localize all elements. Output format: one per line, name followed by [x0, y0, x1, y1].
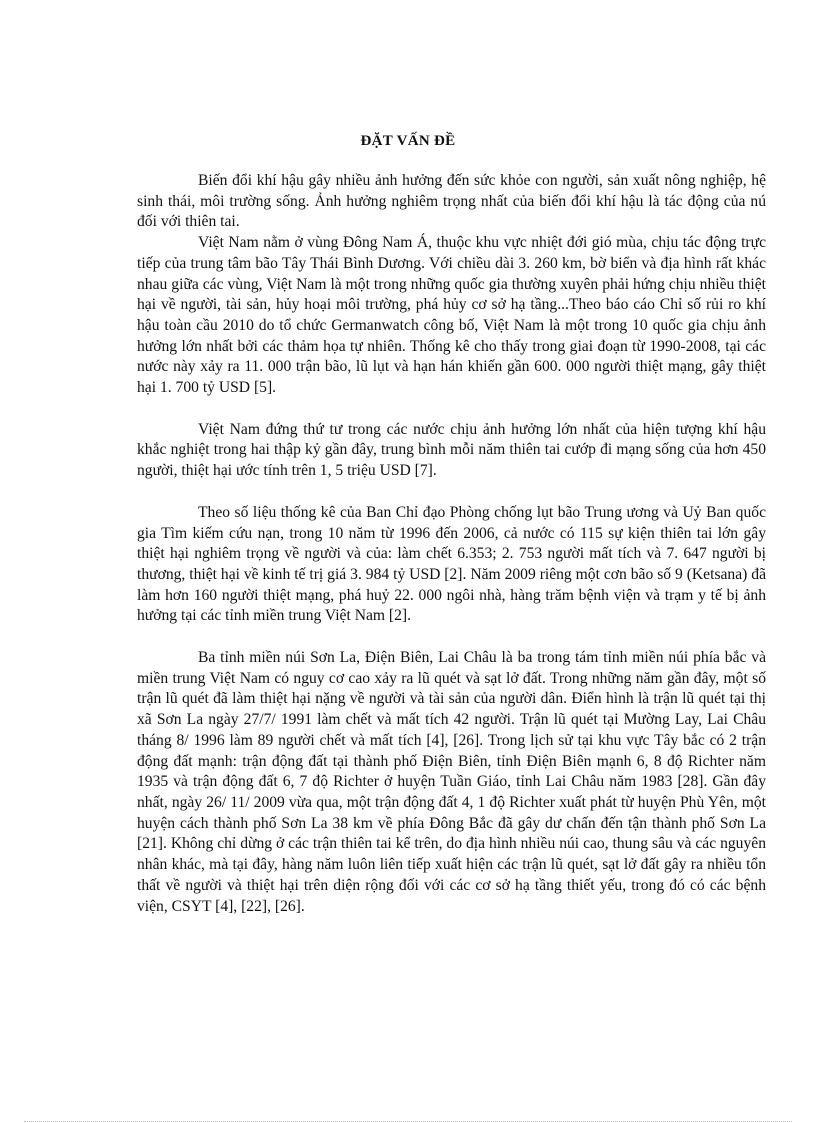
paragraph-3: Việt Nam đứng thứ tư trong các nước chịu ảnh hưởng lớn nhất của hiện tượng khí hậu khắc nghiệt trong hai thập kỷ gần đây, trung bình mỗi năm thiên tai cướp đi mạng sống của hơn 450 người, thiệt hại ước tính trên 1, 5 triệu USD [7]. [137, 420, 766, 480]
document-body [137, 171, 766, 917]
paragraph-1: Biến đổi khí hậu gây nhiều ảnh hưởng đến sức khỏe con người, sản xuất nông nghiệp, hệ sinh thái, môi trường sống. Ảnh hưởng nghiêm trọng nhất của biến đổi khí hậu là tác động của nú đối với thiên tai. [137, 172, 766, 231]
paragraph-4: Theo số liệu thống kê của Ban Chỉ đạo Phòng chống lụt bão Trung ương và Uỷ Ban quốc gia Tìm kiếm cứu nạn, trong 10 năm từ 1996 đến 2006, cả nước có 115 sự kiện thiên tai lớn gây thiệt hại nghiêm trọng về người và của: làm chết 6.353; 2. 753 người mất tích và 7. 647 người bị thương, thiệt hại về kinh tế trị giá 3. 984 tỷ USD [2]. Năm 2009 riêng một cơn bão số 9 (Ketsana) đã làm hơn 160 người thiệt mạng, phá huỷ 22. 000 ngôi nhà, hàng trăm bệnh viện và trạm y tế bị ảnh hưởng tại các tỉnh miền trung Việt Nam [2]. [137, 503, 766, 625]
paragraph-5: Ba tỉnh miền núi Sơn La, Điện Biên, Lai Châu là ba trong tám tỉnh miền núi phía bắc và miền trung Việt Nam có nguy cơ cao xảy ra lũ quét và sạt lở đất. Trong những năm gần đây, một số trận lũ quét đã làm thiệt hại nặng về người và tài sản của người dân. Điển hình là trận lũ quét tại thị xã Sơn La ngày 27/7/ 1991 làm chết và mất tích 42 người. Trận lũ quét tại Mường Lay, Lai Châu tháng 8/ 1996 làm 89 người chết và mất tích [4], [26]. Trong lịch sử tại khu vực Tây bắc có 2 trận động đất mạnh: trận động đất tại thành phố Điện Biên, tỉnh Điện Biên mạnh 6, 8 độ Richter năm 1935 và trận động đất 6, 7 độ Richter ở huyện Tuần Giáo, tỉnh Lai Châu năm 1983 [28]. Gần đây nhất, ngày 26/ 11/ 2009 vừa qua, một trận động đất 4, 1 độ Richter xuất phát từ huyện Phù Yên, một huyện cách thành phố Sơn La 38 km về phía Đông Bắc đã gây dư chấn đến tận thành phố Sơn La [21]. Không chỉ dừng ở các trận thiên tai kể trên, do địa hình nhiều núi cao, thung sâu và các nguyên nhân khác, mà tại đây, hàng năm luôn liên tiếp xuất hiện các trận lũ quét, sạt lở đất gây ra nhiều tổn thất về người và thiệt hại trên diện rộng đối với các cơ sở hạ tầng thiết yếu, trong đó có các bệnh viện, CSYT [4], [22], [26]. [137, 649, 766, 915]
page-break-divider [24, 1121, 792, 1122]
page-title: ĐẶT VẤN ĐỀ [360, 133, 456, 149]
paragraph-2: Việt Nam nằm ở vùng Đông Nam Á, thuộc khu vực nhiệt đới gió mùa, chịu tác động trực tiếp của trung tâm bão Tây Thái Bình Dương. Với chiều dài 3. 260 km, bờ biển và địa hình rất khác nhau giữa các vùng, Việt Nam là một trong những quốc gia thường xuyên phải hứng chịu nhiều thiệt hại về người, tài sản, hủy hoại môi trường, phá hủy cơ sở hạ tầng...Theo báo cáo Chỉ số rủi ro khí hậu toàn cầu 2010 do tổ chức Germanwatch công bố, Việt Nam là một trong 10 quốc gia chịu ảnh hưởng lớn nhất bởi các thảm họa tự nhiên. Thống kê cho thấy trong giai đoạn từ 1990-2008, tại các nước này xảy ra 11. 000 trận bão, lũ lụt và hạn hán khiến gần 600. 000 người thiệt mạng, gây thiệt hại 1. 700 tỷ USD [5]. [137, 234, 766, 397]
